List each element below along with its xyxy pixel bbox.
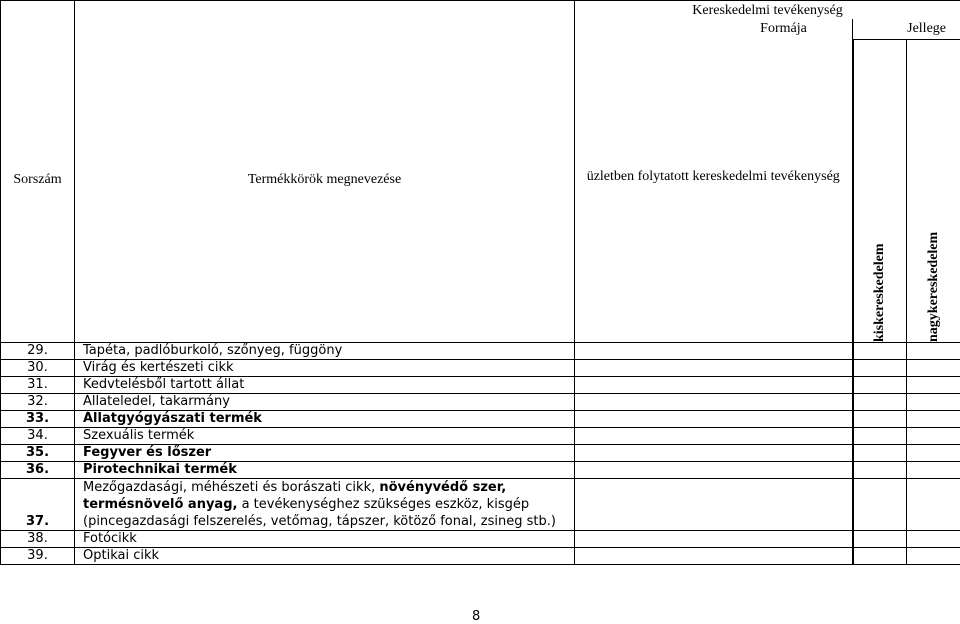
row-name: Kedvtelésből tartott állat <box>75 377 575 394</box>
kereskedelmi-header: Kereskedelmi tevékenység <box>575 1 960 20</box>
row-number: 33. <box>1 411 75 428</box>
kisker-cell <box>853 428 907 445</box>
uzlet-cell <box>575 360 853 377</box>
kisker-cell <box>853 445 907 462</box>
row-name-part: Mezőgazdasági, méhészeti és borászati cikk, <box>83 480 380 495</box>
sorszam-header: Sorszám <box>1 1 75 343</box>
row-name: Virág és kertészeti cikk <box>75 360 575 377</box>
row-name: Pirotechnikai termék <box>75 462 575 479</box>
nagyker-cell <box>907 548 960 565</box>
table-row <box>1 377 960 394</box>
nagyker-cell <box>907 343 960 360</box>
nagyker-cell <box>907 531 960 548</box>
uzlet-cell <box>575 394 853 411</box>
row-number: 32. <box>1 394 75 411</box>
table-row <box>1 411 960 428</box>
row-name: Optikai cikk <box>75 548 575 565</box>
kisker-cell <box>853 548 907 565</box>
nagyker-cell <box>907 462 960 479</box>
uzletben-header: üzletben folytatott kereskedelmi tevékenység <box>575 40 853 343</box>
page-number: 8 <box>472 609 481 624</box>
kisker-cell <box>853 377 907 394</box>
nagyker-cell <box>907 428 960 445</box>
uzlet-cell <box>575 428 853 445</box>
nagyker-cell <box>907 377 960 394</box>
nagyker-cell <box>907 411 960 428</box>
table-row <box>1 394 960 411</box>
nagyker-cell <box>907 445 960 462</box>
uzlet-cell <box>575 445 853 462</box>
row-name: Fegyver és lőszer <box>75 445 575 462</box>
table-row <box>1 548 960 565</box>
nagyker-cell <box>907 479 960 531</box>
uzlet-cell <box>575 462 853 479</box>
row-name: Állateledel, takarmány <box>75 394 575 411</box>
kisker-header: kiskereskedelem <box>853 40 907 343</box>
row-number: 31. <box>1 377 75 394</box>
row-name: Fotócikk <box>75 531 575 548</box>
row-name: Állatgyógyászati termék <box>75 411 575 428</box>
jellege-header: Jellege <box>853 19 960 40</box>
row-number: 39. <box>1 548 75 565</box>
uzlet-cell <box>575 343 853 360</box>
uzlet-cell <box>575 377 853 394</box>
row-number: 34. <box>1 428 75 445</box>
kisker-cell <box>853 411 907 428</box>
row-number: 36. <box>1 462 75 479</box>
table-row <box>1 445 960 462</box>
uzlet-cell <box>575 531 853 548</box>
nagyker-cell <box>907 360 960 377</box>
row-number: 38. <box>1 531 75 548</box>
row-number: 29. <box>1 343 75 360</box>
kisker-cell <box>853 531 907 548</box>
kisker-cell <box>853 479 907 531</box>
table-row <box>1 462 960 479</box>
formaja-header: Formája <box>575 19 853 40</box>
row-number: 30. <box>1 360 75 377</box>
row-name-bold-part: növényvédő szer, termésnövelő anyag, <box>83 480 507 512</box>
uzlet-cell <box>575 548 853 565</box>
termekkorok-header: Termékkörök megnevezése <box>75 1 575 343</box>
table-row <box>1 531 960 548</box>
table-row <box>1 343 960 360</box>
row-name-part: a tevékenységhez szükséges eszköz, kisgép (pincegazdasági felszerelés, vetőmag, tápszer, kötöző fonal, zsineg stb.) <box>83 497 556 529</box>
table-row <box>1 360 960 377</box>
uzlet-cell <box>575 479 853 531</box>
table-row <box>1 479 960 531</box>
kisker-cell <box>853 462 907 479</box>
nagyker-header: nagykereskedelem <box>907 40 960 343</box>
row-name: Tapéta, padlóburkoló, szőnyeg, függöny <box>75 343 575 360</box>
uzlet-cell <box>575 411 853 428</box>
row-name <box>75 479 575 531</box>
kisker-cell <box>853 394 907 411</box>
row-number: 35. <box>1 445 75 462</box>
kisker-cell <box>853 360 907 377</box>
row-name: Szexuális termék <box>75 428 575 445</box>
nagyker-cell <box>907 394 960 411</box>
row-number: 37. <box>1 479 75 531</box>
table-row <box>1 428 960 445</box>
kisker-cell <box>853 343 907 360</box>
